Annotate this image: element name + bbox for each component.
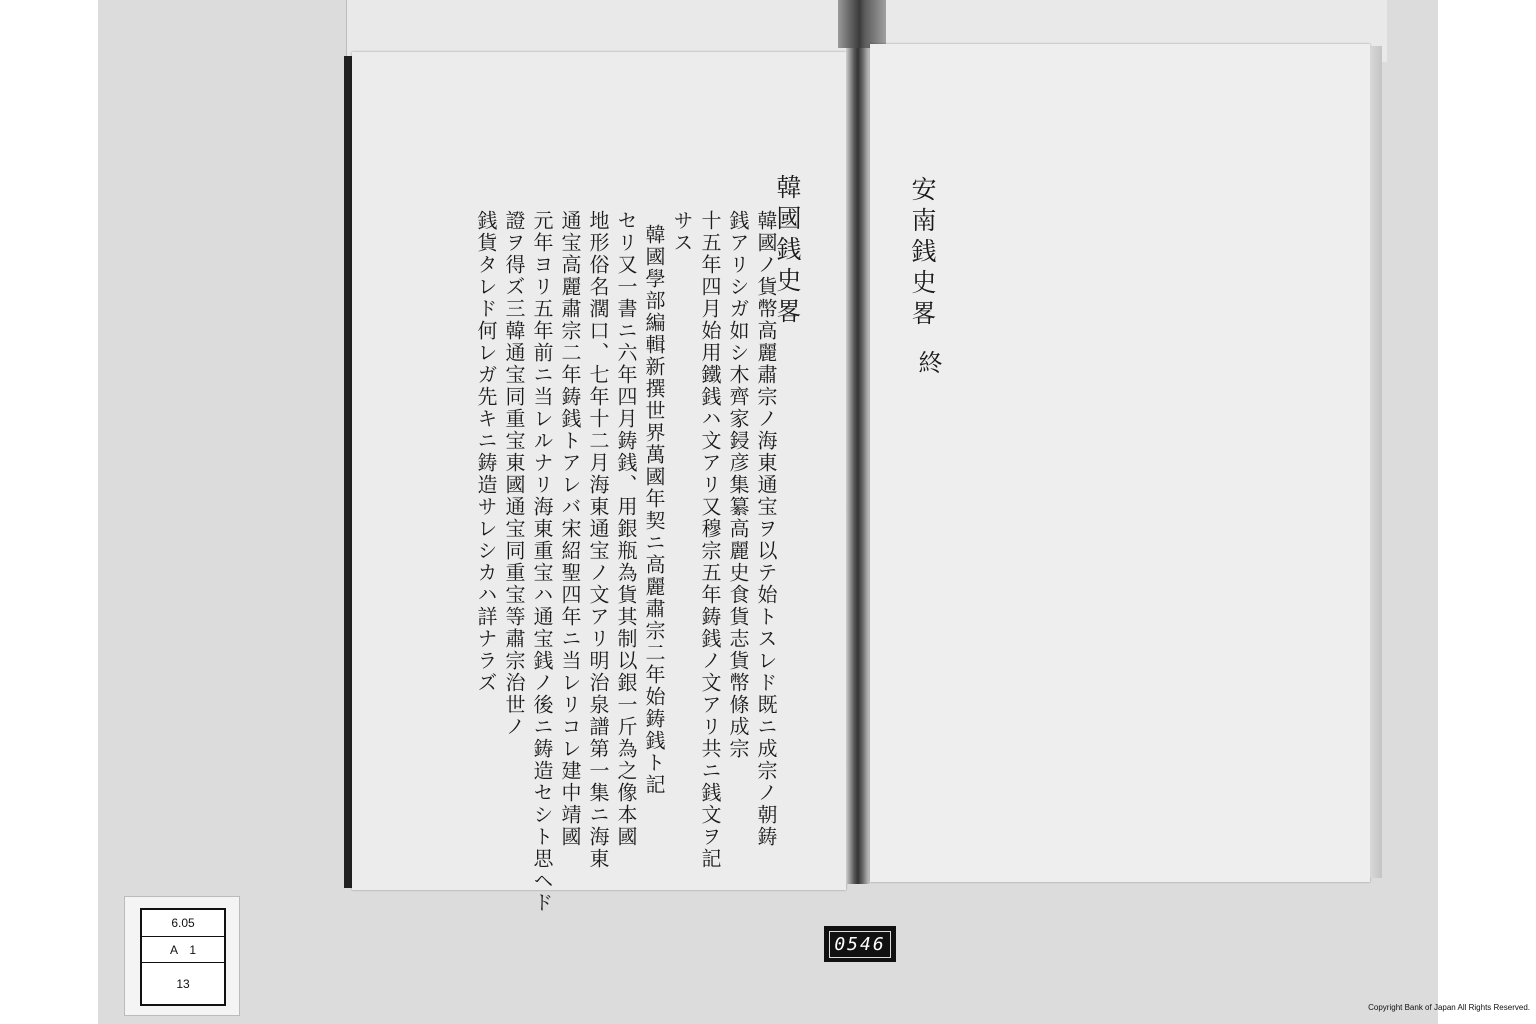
end-mark: 終	[914, 350, 942, 376]
text-column-6: セリ又一書ニ六年四月鋳銭、用銀瓶為貨其制以銀一斤為之像本國	[614, 210, 638, 848]
text-column-9: 元年ヨリ五年前ニ当レルナリ海東重宝ハ通宝銭ノ後ニ鋳造セシト思ヘド	[530, 210, 554, 914]
book-spine	[838, 0, 886, 48]
frame-number: 0546	[829, 931, 890, 958]
text-column-8: 通宝高麗肅宗二年鋳銭トアレバ宋紹聖四年ニ当レリコレ建中靖國	[558, 210, 582, 848]
cover-edge	[344, 56, 352, 888]
text-column-2: 銭アリシガ如シ木齊家鋟彦集纂高麗史食貨志貨幣條成宗	[726, 210, 750, 760]
archive-label-row-2: A 1	[142, 937, 224, 964]
text-column-5: 韓國學部編輯新撰世界萬國年契ニ高麗肅宗二年始鋳銭ト記	[642, 224, 666, 796]
text-column-11: 銭貨タレド何レガ先キニ鋳造サレシカハ詳ナラズ	[474, 210, 498, 694]
left-page	[352, 52, 846, 914]
text-column-7: 地形俗名濶口、七年十二月海東通宝ノ文アリ明治泉譜第一集ニ海東	[586, 210, 610, 870]
right-page	[870, 44, 1370, 882]
copyright-notice: Copyright Bank of Japan All Rights Reserved.	[1368, 1003, 1530, 1012]
left-page-title: 韓國銭史畧	[773, 174, 802, 329]
text-column-1: 韓國ノ貨幣高麗肅宗ノ海東通宝ヲ以テ始トスレド既ニ成宗ノ朝鋳	[754, 210, 778, 848]
archive-label-row-3: 13	[176, 976, 190, 991]
book-gutter	[846, 48, 870, 884]
text-column-10: 證ヲ得ズ三韓通宝同重宝東國通宝同重宝等肅宗治世ノ	[502, 210, 526, 738]
text-column-3: 十五年四月始用鐵銭ハ文アリ又穆宗五年鋳銭ノ文アリ共ニ銭文ヲ記	[698, 210, 722, 870]
right-page-title: 安南銭史畧	[908, 176, 937, 331]
right-page-edge	[1370, 46, 1382, 878]
text-column-4: サス	[670, 210, 694, 254]
archive-label-row-1: 6.05	[142, 910, 224, 937]
archive-label	[140, 908, 226, 1006]
frame-number-plate	[824, 926, 896, 962]
